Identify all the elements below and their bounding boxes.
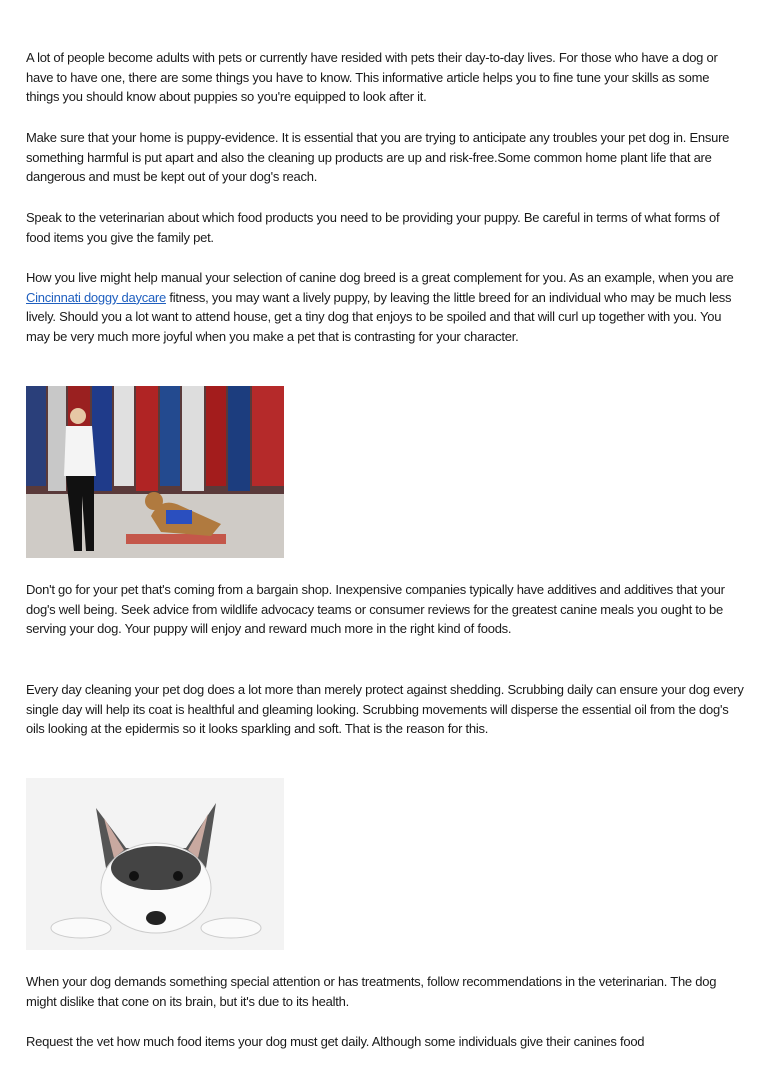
paragraph-cleaning: Every day cleaning your pet dog does a lot more than merely protect against shedding. Scrubbing daily can ensure your dog every single day will help its coat is healthful and gleaming looking. Scrubbing movements will disperse the essential oil from the dog's oils looking at the epidermis so it looks sparkling and soft. That is the reason for this. xyxy=(26,682,744,737)
paragraph-treatments: When your dog demands something special attention or has treatments, follow recommendations in the veterinarian. The dog might dislike that cone on its brain, but it's due to its health. xyxy=(26,974,717,1009)
paragraph-food-amount: Request the vet how much food items your dog must get daily. Although some individuals give their canines food xyxy=(26,1034,645,1049)
dog-training-photo xyxy=(26,386,284,558)
dog-portrait-photo xyxy=(26,778,284,950)
paragraph-bargain-shop: Don't go for your pet that's coming from a bargain shop. Inexpensive companies typically have additives and additives that your dog's well being. Seek advice from wildlife advocacy teams or consumer reviews for the greatest canine meals you ought to be serving your dog. Your puppy will enjoy and reward much more in the right kind of foods. xyxy=(26,582,725,637)
paragraph-vet-food: Speak to the veterinarian about which food products you need to be providing your puppy. Be careful in terms of what forms of food items you give the family pet. xyxy=(26,210,720,245)
text: How you live might help manual your selection of canine dog breed is a great complement for you. As an example, when you are xyxy=(26,270,734,285)
paragraph-puppy-proof: Make sure that your home is puppy-evidence. It is essential that you are trying to anticipate any troubles your pet dog in. Ensure something harmful is put apart and also the cleaning up products are up and risk-free.Some common home plant life that are dangerous and must be kept out of your dog's reach. xyxy=(26,130,730,185)
paragraph-intro: A lot of people become adults with pets or currently have resided with pets their day-to-day lives. For those who have a dog or have to have one, there are some things you have to know. This informative article helps you to fine tune your skills as some things you should know about puppies so you're equipped to look after it. xyxy=(26,50,718,105)
daycare-link[interactable]: Cincinnati doggy daycare xyxy=(26,289,166,305)
paragraph-lifestyle xyxy=(26,268,744,346)
text: fitness, you may want a lively puppy, by leaving the little breed for an individual who may be much less lively. Should you a lot want to attend house, get a tiny dog that enjoys to be spoiled and that will curl up together with you. You may be very much more joyful when you make a pet that is contrasting for your character. xyxy=(26,289,732,344)
